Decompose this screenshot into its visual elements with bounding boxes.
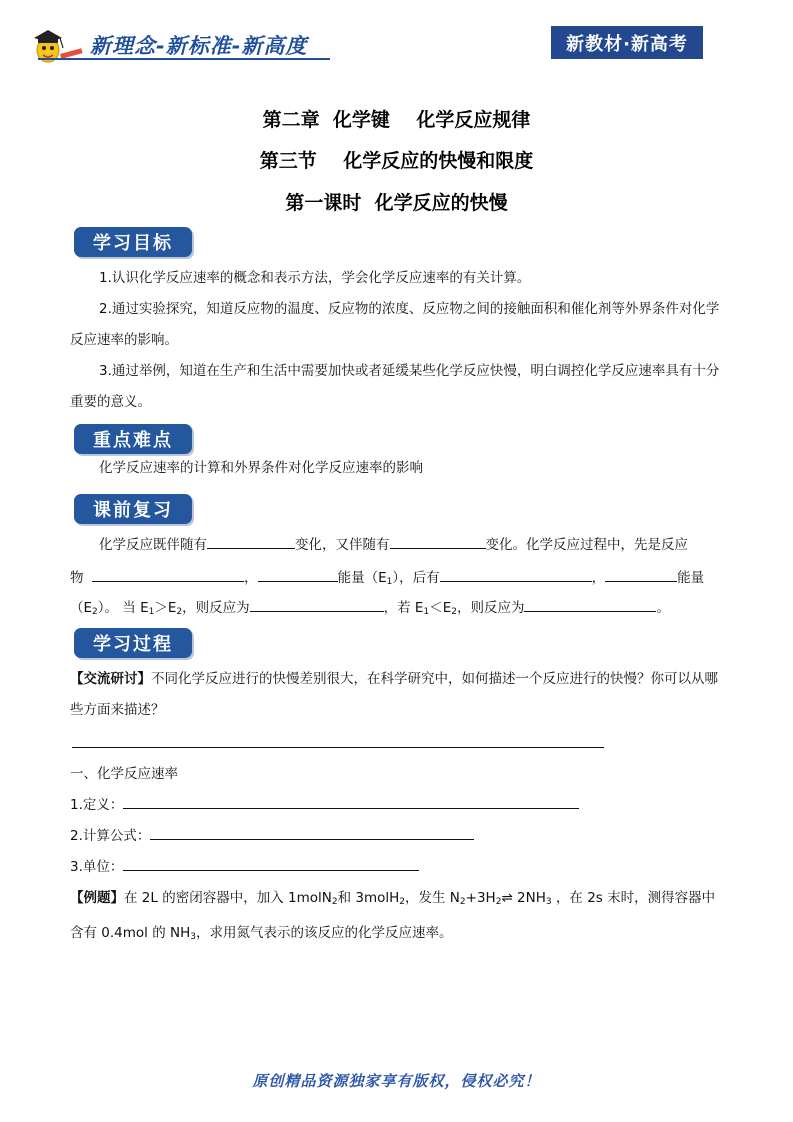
review-banner: 课前复习 [74, 494, 192, 524]
blank-5[interactable] [440, 567, 592, 582]
definition-blank[interactable] [123, 794, 579, 809]
blank-8[interactable] [524, 597, 656, 612]
header-underline [38, 58, 330, 60]
section-title: 第三节 化学反应的快慢和限度 [259, 150, 534, 172]
example-label: 【例题】 [70, 890, 124, 906]
blank-3[interactable] [92, 567, 244, 582]
unit-blank[interactable] [123, 856, 419, 871]
blank-7[interactable] [250, 597, 384, 612]
blank-1[interactable] [207, 534, 295, 549]
blank-2[interactable] [390, 534, 486, 549]
copyright-footer: 原创精品资源独家享有版权，侵权必究！ [252, 1072, 541, 1090]
objectives-banner: 学习目标 [74, 227, 192, 257]
keypoints-banner: 重点难点 [74, 424, 192, 454]
part-heading: 一、化学反应速率 [70, 766, 178, 782]
unit-row: 3.单位： [70, 852, 722, 883]
definition-row: 1.定义： [70, 790, 722, 821]
review-line-2: 物 ， 能量$(E_1)$，后有 ， 能量 [70, 563, 722, 598]
objective-1: 1.认识化学反应速率的概念和表示方法，学会化学反应速率的有关计算。 [99, 270, 531, 286]
discussion-label: 【交流研讨】 [70, 671, 151, 687]
objective-2: 2.通过实验探究，知道反应物的温度、反应物的浓度、反应物之间的接触面积和催化剂等外界条件对化学反应速率的影响。 [70, 301, 720, 348]
discussion-paragraph: 【交流研讨】不同化学反应进行的快慢差别很大，在科学研究中，如何描述一个反应进行的快慢？你可以从哪些方面来描述？ [70, 671, 718, 718]
blank-4[interactable] [258, 567, 338, 582]
lesson-title: 第一课时 化学反应的快慢 [285, 192, 508, 214]
header-slogan: 新理念-新标准-新高度 [90, 34, 308, 58]
formula-blank[interactable] [150, 825, 474, 840]
formula-row: 2.计算公式： [70, 821, 722, 852]
answer-line[interactable] [72, 747, 604, 748]
review-line-1: 化学反应既伴随有 变化，又伴随有 变化。化学反应过程中，先是反应 [99, 530, 751, 561]
example-paragraph: 【例题】在 2L 的密闭容器中，加入 1molN$_2$和 3molH$_2$，发生 $N_2+3H_2\rightleftharpoons$ $2NH_3$ ，在 2s 末时，测得容器中含有 0.4mol 的 $NH_3$，求用氮气表示的该反应的化学反应速率。 [70, 890, 716, 942]
chapter-title: 第二章 化学键 化学反应规律 [262, 109, 531, 131]
blank-6[interactable] [605, 567, 677, 582]
objective-3: 3.通过举例，知道在生产和生活中需要加快或者延缓某些化学反应快慢，明白调控化学反应速率具有十分重要的意义。 [70, 363, 720, 410]
review-line-3: $(E_2)$。 当 $E_1>E_2$，则反应为 ，若 $E_1<E_2$，则反应为 。 [70, 593, 722, 628]
process-banner: 学习过程 [74, 628, 192, 658]
keypoints-text: 化学反应速率的计算和外界条件对化学反应速率的影响 [99, 460, 423, 476]
header-badge: 新教材·新高考 [551, 26, 703, 59]
